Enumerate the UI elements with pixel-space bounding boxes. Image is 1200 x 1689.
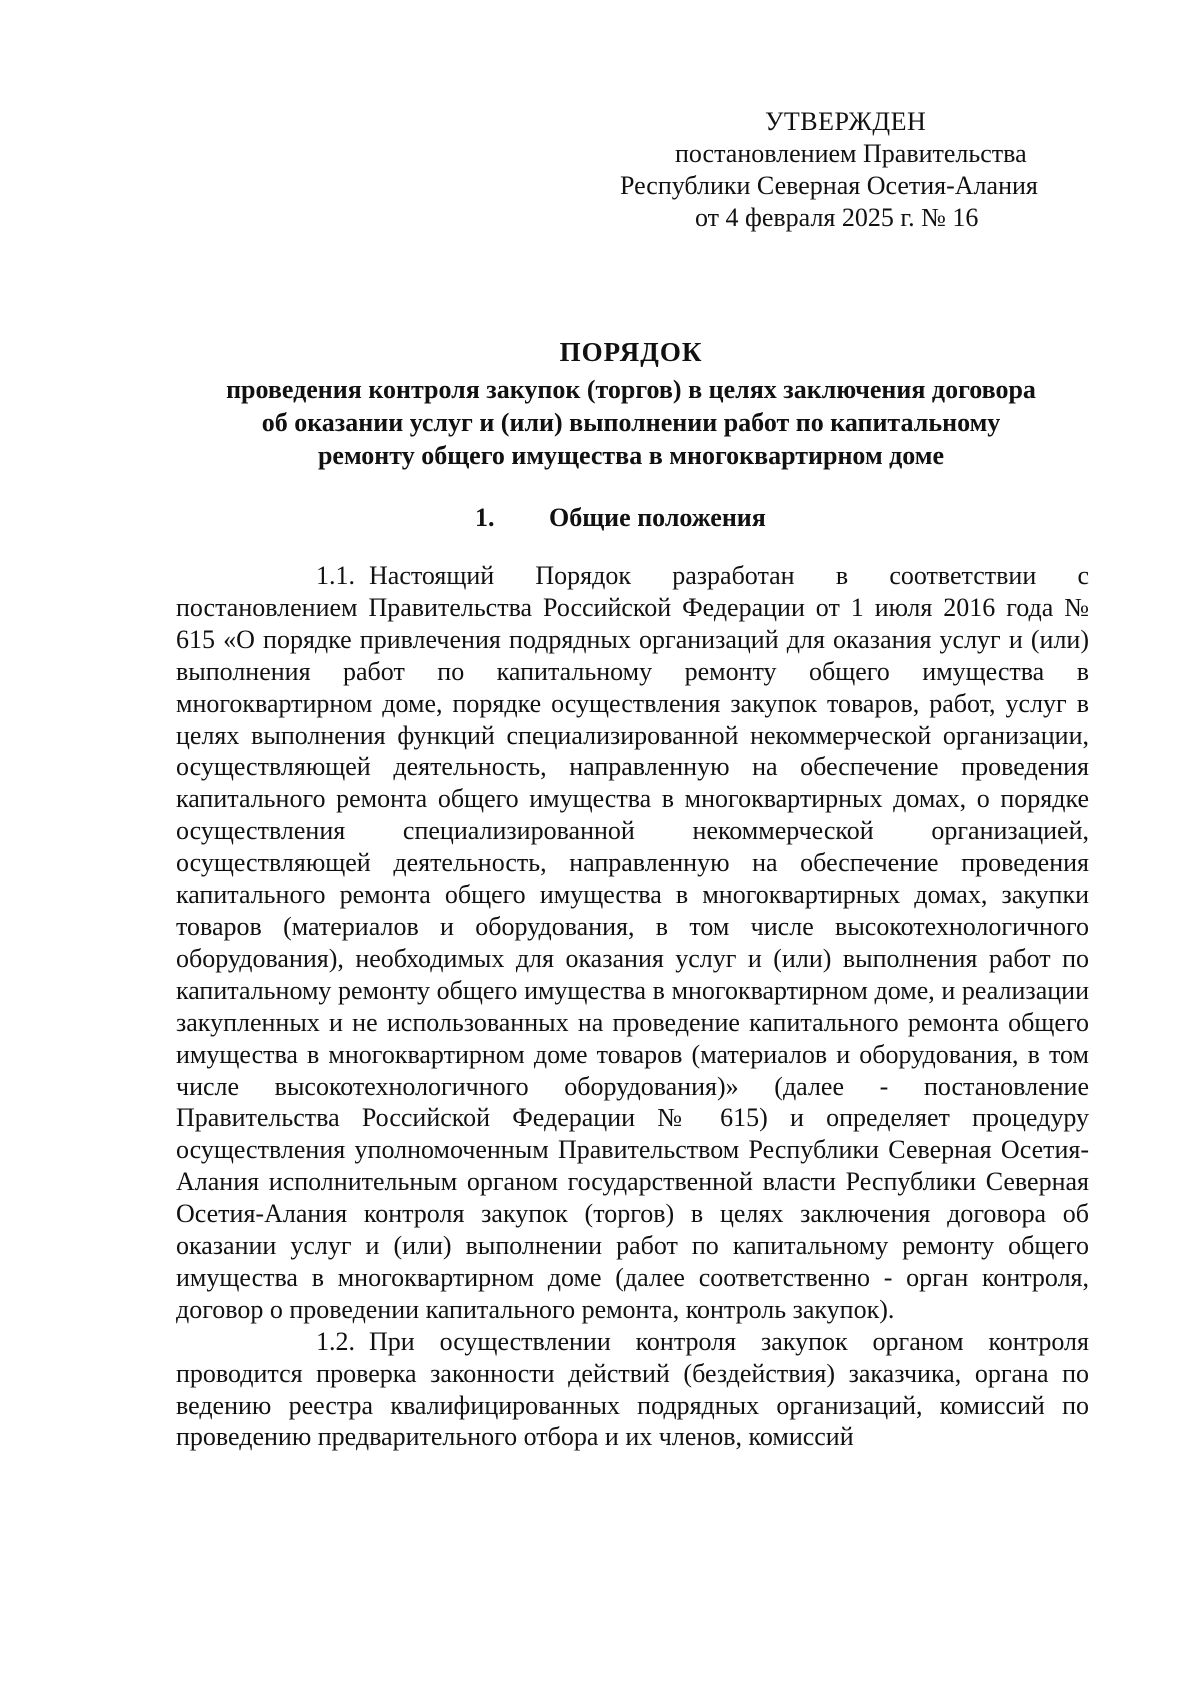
approval-line-2: Республики Северная Осетия-Алания (620, 171, 1038, 200)
document-title: ПОРЯДОК (559, 337, 703, 367)
document-subtitle-line: проведения контроля закупок (торгов) в целях заключения договора (226, 375, 1036, 404)
document-subtitle-line: ремонту общего имущества в многоквартирном доме (317, 441, 945, 470)
section-title: Общие положения (549, 503, 766, 532)
section-number: 1. (475, 503, 495, 532)
paragraph-text: При осуществлении контроля закупок органом контроля проводится проверка законности действий (бездействия) заказчика, органа по ведению реестра квалифицированных подрядных организаций, комиссий по проведению предварительного отбора и их членов, комиссий (176, 1326, 1089, 1452)
paragraph (176, 1326, 1089, 1454)
document-subtitle-line: об оказании услуг и (или) выполнении работ по капитальному (261, 408, 1001, 437)
approval-title: УТВЕРЖДЕН (765, 107, 927, 136)
paragraph-number: 1.1. (316, 561, 355, 590)
approval-date-line: от 4 февраля 2025 г. № 16 (695, 203, 979, 232)
paragraph-number: 1.2. (316, 1326, 355, 1356)
paragraph (176, 560, 1089, 1326)
document-body (176, 560, 1089, 1453)
section-heading (475, 502, 766, 534)
approval-line-1: постановлением Правительства (675, 139, 1027, 168)
approval-stamp (620, 106, 1100, 234)
paragraph-text: Настоящий Порядок разработан в соответствии с постановлением Правительства Российской Федерации от 1 июля 2016 года № 615 «О порядке привлечения подрядных организаций для оказания услуг и (или) выполнения работ по капитальному ремонту общего имущества в многоквартирном доме, порядке осуществления закупок товаров, работ, услуг в целях выполнения функций специализированной некоммерческой организации, осуществляющей деятельность, направленную на обеспечение проведения капитального ремонта общего имущества в многоквартирных домах, о порядке осуществления специализированной некоммерческой организацией, осуществляющей деятельность, направленную на обеспечение проведения капитального ремонта общего имущества в многоквартирных домах, закупки товаров (материалов и оборудования, в том числе высокотехнологичного оборудования), необходимых для оказания услуг и (или) выполнения работ по капитальному ремонту общего имущества в многоквартирном доме, и реализации закупленных и не использованных на проведение капитального ремонта общего имущества в многоквартирном доме товаров (материалов и оборудования, в том числе высокотехнологичного оборудования)» (далее - постановление Правительства Российской Федерации № 615) и определяет процедуру осуществления уполномоченным Правительством Республики Северная Осетия-Алания исполнительным органом государственной власти Республики Северная Осетия-Алания контроля закупок (торгов) в целях заключения договора об оказании услуг и (или) выполнении работ по капитальному ремонту общего имущества в многоквартирном доме (далее соответственно - орган контроля, договор о проведении капитального ремонта, контроль закупок). (176, 561, 1089, 1324)
document-title-block (176, 336, 1086, 472)
